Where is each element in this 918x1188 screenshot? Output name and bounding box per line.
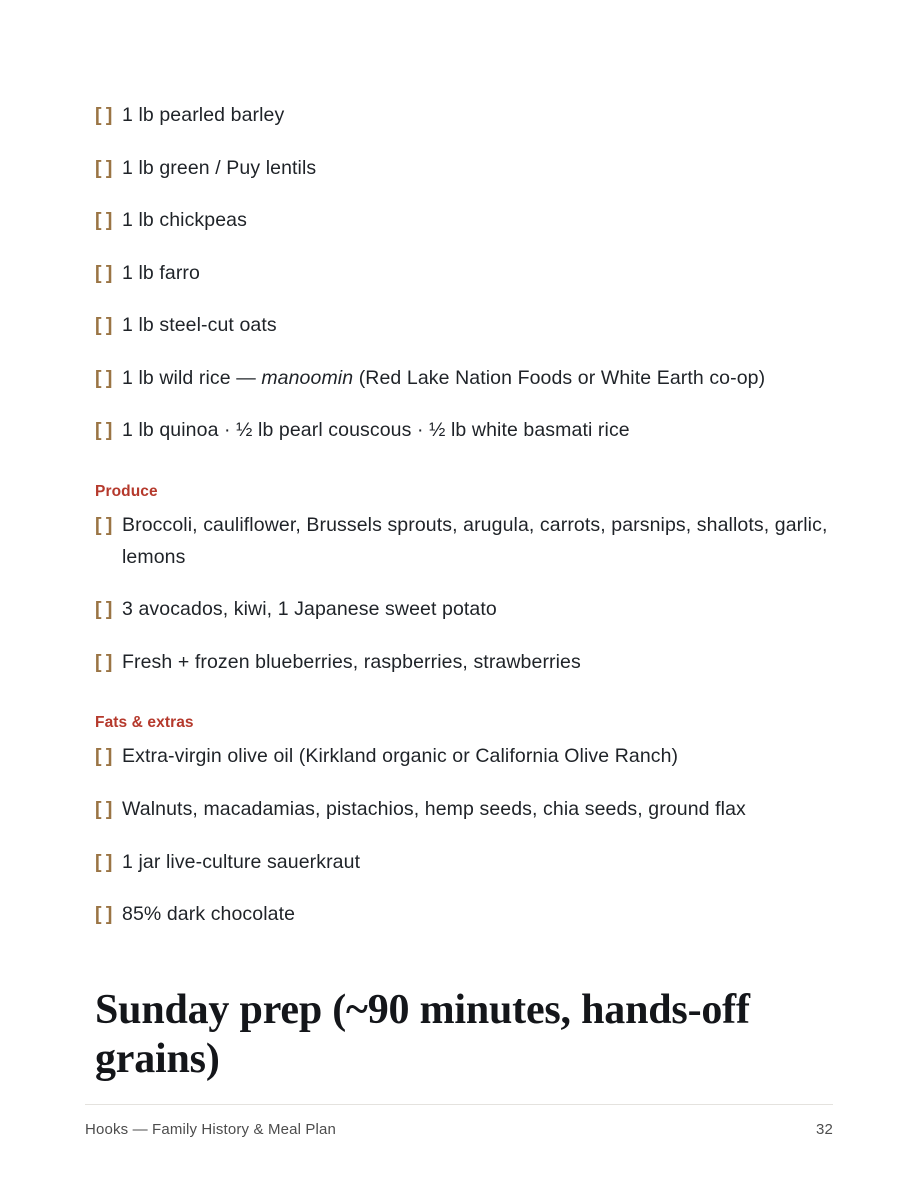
footer-title: Hooks — Family History & Meal Plan (85, 1121, 336, 1138)
checkbox-icon[interactable]: [ ] (95, 598, 112, 621)
list-item-label: Broccoli, cauliflower, Brussels sprouts, arugula, carrots, parsnips, shallots, garlic, lemons (122, 514, 828, 568)
footer-page-number: 32 (816, 1121, 833, 1138)
chapter-title-wrapper (95, 986, 833, 1085)
list-item[interactable] (95, 363, 833, 395)
page-content (95, 100, 833, 1085)
produce-checklist (95, 510, 833, 678)
checkbox-icon[interactable]: [ ] (95, 797, 112, 820)
list-item[interactable] (95, 153, 833, 185)
section-heading: Produce (95, 483, 158, 501)
list-item-label: 1 lb steel-cut oats (122, 314, 277, 337)
list-item-label: Fresh + frozen blueberries, raspberries, strawberries (122, 650, 581, 673)
checkbox-icon[interactable]: [ ] (95, 314, 112, 337)
list-item-label: 1 jar live-culture sauerkraut (122, 850, 361, 873)
list-item[interactable] (95, 415, 833, 447)
list-item[interactable] (95, 100, 833, 132)
list-item-label-post: (Red Lake Nation Foods or White Earth co-op) (353, 366, 766, 389)
footer-divider (85, 1104, 833, 1105)
fats-extras-checklist (95, 741, 833, 930)
list-item-label: Walnuts, macadamias, pistachios, hemp seeds, chia seeds, ground flax (122, 797, 746, 820)
checkbox-icon[interactable]: [ ] (95, 156, 112, 179)
list-item[interactable] (95, 594, 833, 626)
page-title: Sunday prep (~90 minutes, hands-off grains) (95, 986, 750, 1083)
checkbox-icon[interactable]: [ ] (95, 419, 112, 442)
footer-row (85, 1121, 833, 1138)
list-item-label: 1 lb quinoa · ½ lb pearl couscous · ½ lb white basmati rice (122, 419, 630, 442)
checkbox-icon[interactable]: [ ] (95, 745, 112, 768)
list-item[interactable] (95, 741, 833, 773)
list-item-label: 85% dark chocolate (122, 903, 296, 926)
list-item[interactable] (95, 899, 833, 931)
list-item-label: 1 lb farro (122, 261, 200, 284)
list-item-emphasis: manoomin (261, 366, 354, 389)
list-item[interactable] (95, 847, 833, 879)
list-item[interactable] (95, 794, 833, 826)
section-fats-extras (95, 714, 833, 930)
checkbox-icon[interactable]: [ ] (95, 903, 112, 926)
list-item[interactable] (95, 258, 833, 290)
list-item-label: 3 avocados, kiwi, 1 Japanese sweet potato (122, 598, 497, 621)
list-item-label-pre: 1 lb wild rice — (122, 366, 262, 389)
checkbox-icon[interactable]: [ ] (95, 261, 112, 284)
checkbox-icon[interactable]: [ ] (95, 650, 112, 673)
checkbox-icon[interactable]: [ ] (95, 850, 112, 873)
section-heading: Fats & extras (95, 714, 194, 732)
list-item-label: 1 lb chickpeas (122, 209, 247, 232)
checkbox-icon[interactable]: [ ] (95, 514, 112, 537)
checkbox-icon[interactable]: [ ] (95, 366, 112, 389)
checkbox-icon[interactable]: [ ] (95, 209, 112, 232)
list-item-label: 1 lb green / Puy lentils (122, 156, 317, 179)
list-item[interactable] (95, 310, 833, 342)
list-item-label: Extra-virgin olive oil (Kirkland organic or California Olive Ranch) (122, 745, 679, 768)
list-item-label: 1 lb pearled barley (122, 104, 285, 126)
list-item[interactable] (95, 647, 833, 679)
page-footer (85, 1104, 833, 1138)
list-item[interactable] (95, 205, 833, 237)
section-produce (95, 483, 833, 678)
checkbox-icon[interactable]: [ ] (95, 104, 112, 126)
grains-checklist (95, 100, 833, 447)
list-item[interactable] (95, 510, 833, 573)
